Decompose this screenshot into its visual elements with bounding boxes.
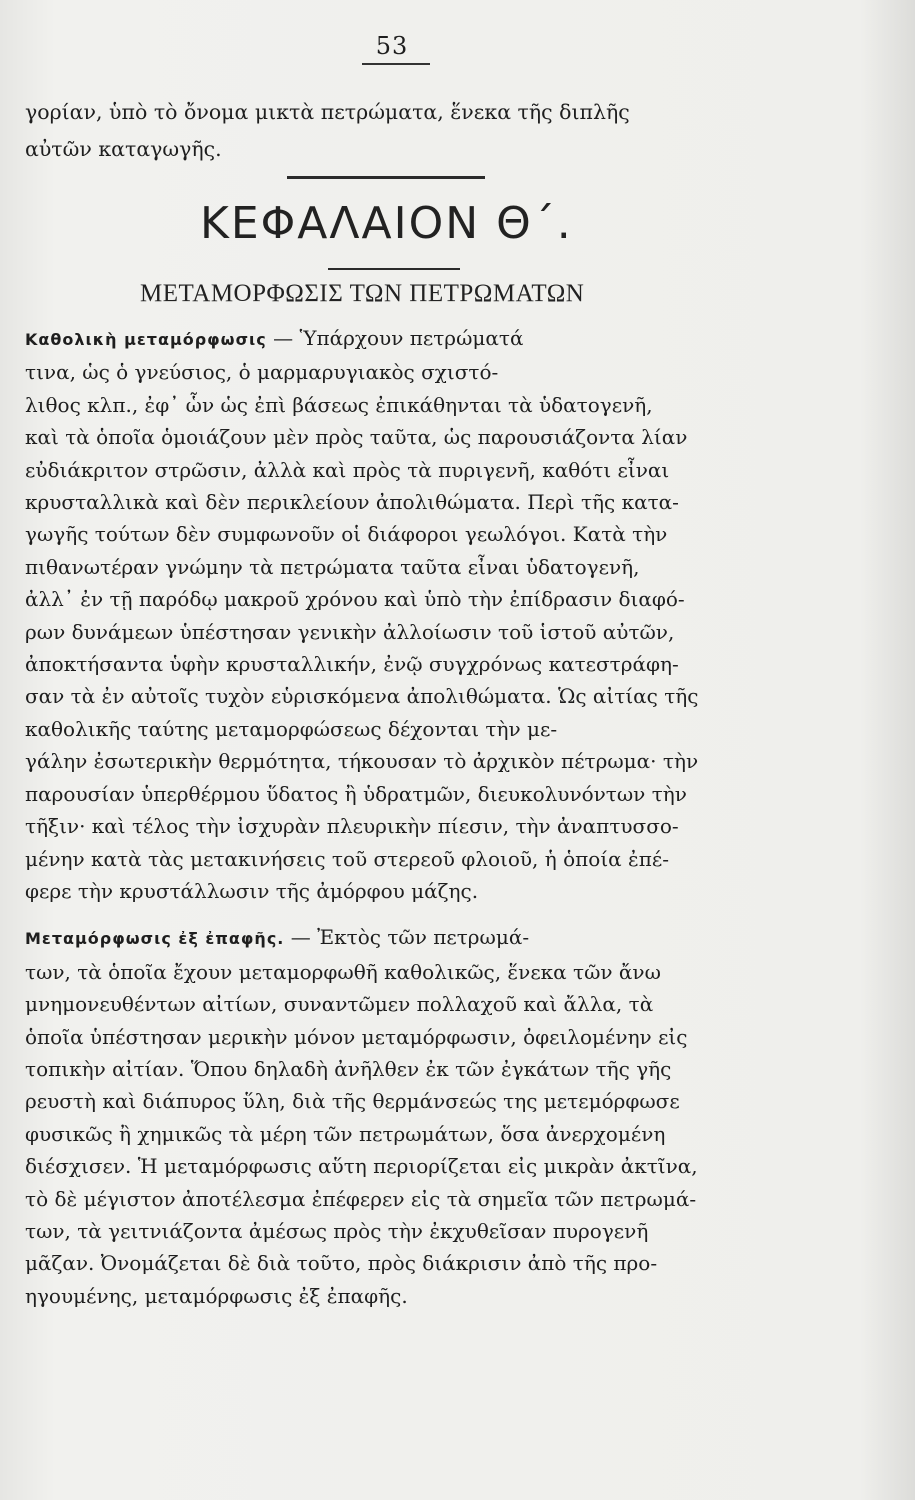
carryover-text	[25, 94, 773, 168]
page-number: 53	[375, 32, 409, 60]
text-line: παρουσίαν ὑπερθέρμου ὕδατος ἢ ὑδρατμῶν, διευκολυνόντων τὴν	[25, 781, 687, 806]
text-line: πιθανωτέραν γνώμην τὰ πετρώματα ταῦτα εἶναι ὑδατογενῆ,	[25, 554, 640, 579]
text-line: ρων δυνάμεων ὑπέστησαν γενικὴν ἀλλοίωσιν τοῦ ἱστοῦ αὐτῶν,	[25, 619, 675, 644]
text-line: κρυσταλλικὰ καὶ δὲν περικλείουν ἀπολιθώματα. Περὶ τῆς κατα-	[25, 490, 679, 515]
paragraph-first-line	[25, 322, 775, 356]
text-line: διέσχισεν. Ἡ μεταμόρφωσις αὕτη περιορίζεται εἰς μικρὰν ἀκτῖνα,	[25, 1154, 698, 1179]
paragraph-text: — Ὑπάρχουν πετρώματά	[266, 326, 524, 350]
section-title: ΜΕΤΑΜΟΡΦΩΣΙΣ ΤΩΝ ΠΕΤΡΩΜΑΤΩΝ	[140, 280, 585, 307]
text-line: γάλην ἐσωτερικὴν θερμότητα, τήκουσαν τὸ ἀρχικὸν πέτρωμα· τὴν	[25, 749, 699, 774]
paragraph-first-line	[25, 921, 775, 955]
text-line: φερε τὴν κρυστάλλωσιν τῆς ἀμόρφου μάζης.	[25, 878, 479, 903]
text-line: τοπικὴν αἰτίαν. Ὅπου δηλαδὴ ἀνῆλθεν ἐκ τῶν ἐγκάτων τῆς γῆς	[25, 1056, 672, 1081]
text-line: των, τὰ γειτνιάζοντα ἀμέσως πρὸς τὴν ἐκχυθεῖσαν πυρογενῆ	[25, 1218, 649, 1243]
text-line: γωγῆς τούτων δὲν συμφωνοῦν οἱ διάφοροι γεωλόγοι. Κατὰ τὴν	[25, 522, 668, 547]
text-line: λιθος κλπ., ἐφ᾽ ὧν ὡς ἐπὶ βάσεως ἐπικάθηνται τὰ ὑδατογενῆ,	[25, 392, 653, 417]
text-line: εὐδιάκριτον στρῶσιν, ἀλλὰ καὶ πρὸς τὰ πυριγενῆ, καθότι εἶναι	[25, 457, 670, 482]
text-line: αὐτῶν καταγωγῆς.	[25, 137, 222, 161]
text-line: των, τὰ ὁποῖα ἔχουν μεταμορφωθῆ καθολικῶς, ἕνεκα τῶν ἄνω	[25, 959, 661, 984]
text-line: ὁποῖα ὑπέστησαν μερικὴν μόνον μεταμόρφωσιν, ὀφειλομένην εἰς	[25, 1024, 688, 1049]
text-line: τὸ δὲ μέγιστον ἀποτέλεσμα ἐπέφερεν εἰς τὰ σημεῖα τῶν πετρωμά-	[25, 1186, 697, 1211]
chapter-title: ΚΕΦΑΛΑΙΟΝ Θ΄.	[200, 198, 573, 249]
text-line: τινα, ὡς ὁ γνεύσιος, ὁ μαρμαρυγιακὸς σχιστό-	[25, 360, 499, 385]
text-line: σαν τὰ ἐν αὐτοῖς τυχὸν εὑρισκόμενα ἀπολιθώματα. Ὡς αἰτίας τῆς	[25, 684, 699, 709]
text-line: ρευστὴ καὶ διάπυρος ὕλη, διὰ τῆς θερμάνσεώς της μετεμόρφωσε	[25, 1089, 680, 1114]
text-line: μνημονευθέντων αἰτίων, συναντῶμεν πολλαχοῦ καὶ ἄλλα, τὰ	[25, 992, 654, 1017]
text-line: καὶ τὰ ὁποῖα ὁμοιάζουν μὲν πρὸς ταῦτα, ὡς παρουσιάζοντα λίαν	[25, 425, 688, 450]
paragraph-text: — Ἐκτὸς τῶν πετρωμά-	[284, 925, 530, 950]
chapter-rule-bottom	[328, 268, 460, 270]
text-line: μᾶζαν. Ὀνομάζεται δὲ διὰ τοῦτο, πρὸς διάκρισιν ἀπὸ τῆς προ-	[25, 1251, 658, 1276]
chapter-rule-top	[287, 176, 485, 179]
paragraph-heading: Καθολικὴ μεταμόρφωσις	[25, 330, 267, 349]
text-line: φυσικῶς ἢ χημικῶς τὰ μέρη τῶν πετρωμάτων, ὅσα ἀνερχομένη	[25, 1121, 666, 1146]
text-line: καθολικῆς ταύτης μεταμορφώσεως δέχονται τὴν με-	[25, 716, 558, 741]
text-line: ηγουμένης, μεταμόρφωσις ἐξ ἐπαφῆς.	[25, 1283, 408, 1308]
text-line: μένην κατὰ τὰς μετακινήσεις τοῦ στερεοῦ φλοιοῦ, ἡ ὁποία ἐπέ-	[25, 846, 670, 871]
text-line: ἀλλ᾽ ἐν τῇ παρόδῳ μακροῦ χρόνου καὶ ὑπὸ τὴν ἐπίδρασιν διαφό-	[25, 587, 685, 612]
paragraph-gap	[25, 907, 775, 921]
paragraph-heading: Μεταμόρφωσις ἐξ ἐπαφῆς.	[25, 929, 285, 949]
text-line: τῆξιν· καὶ τέλος τὴν ἰσχυρὰν πλευρικὴν πίεσιν, τὴν ἀναπτυσσο-	[25, 814, 679, 839]
text-line: ἀποκτήσαντα ὑφὴν κρυσταλλικήν, ἐνῷ συγχρόνως κατεστράφη-	[25, 652, 679, 677]
text-line: γορίαν, ὑπὸ τὸ ὄνομα μικτὰ πετρώματα, ἕνεκα τῆς διπλῆς	[25, 100, 630, 124]
page-number-rule	[362, 63, 430, 65]
body-text	[25, 322, 775, 1312]
